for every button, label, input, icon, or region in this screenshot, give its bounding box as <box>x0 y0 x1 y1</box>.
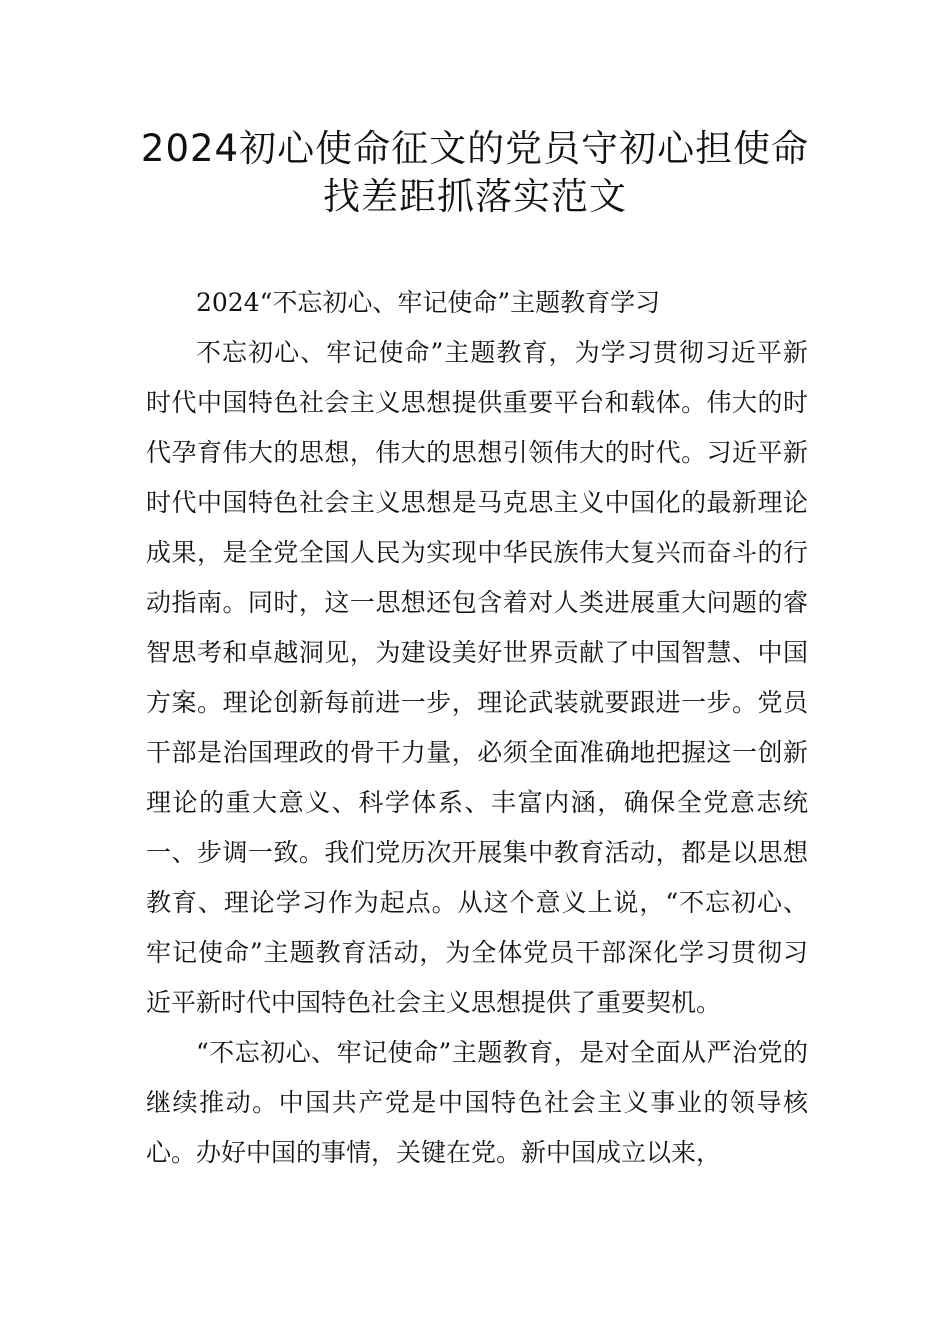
document-subtitle: 2024“不忘初心、牢记使命”主题教育学习 <box>196 288 661 317</box>
body-paragraph-2: “不忘初心、牢记使命”主题教育，是对全面从严治党的继续推动。中国共产党是中国特色社会主义事业的领导核心。办好中国的事情，关键在党。新中国成立以来， <box>146 1038 808 1167</box>
body-paragraph-1: 不忘初心、牢记使命”主题教育，为学习贯彻习近平新时代中国特色社会主义思想提供重要平台和载体。伟大的时代孕育伟大的思想，伟大的思想引领伟大的时代。习近平新时代中国特色社会主义思想是马克思主义中国化的最新理论成果，是全党全国人民为实现中华民族伟大复兴而奋斗的行动指南。同时，这一思想还包含着对人类进展重大问题的睿智思考和卓越洞见，为建设美好世界贡献了中国智慧、中国方案。理论创新每前进一步，理论武装就要跟进一步。党员干部是治国理政的骨干力量，必须全面准确地把握这一创新理论的重大意义、科学体系、丰富内涵，确保全党意志统一、步调一致。我们党历次开展集中教育活动，都是以思想教育、理论学习作为起点。从这个意义上说，“不忘初心、牢记使命”主题教育活动，为全体党员干部深化学习贯彻习近平新时代中国特色社会主义思想提供了重要契机。 <box>146 338 808 1017</box>
document-body <box>146 278 808 1178</box>
document-title-line-1: 2024初心使命征文的党员守初心担使命 <box>140 127 810 170</box>
document-title-line-2: 找差距抓落实范文 <box>323 175 627 218</box>
